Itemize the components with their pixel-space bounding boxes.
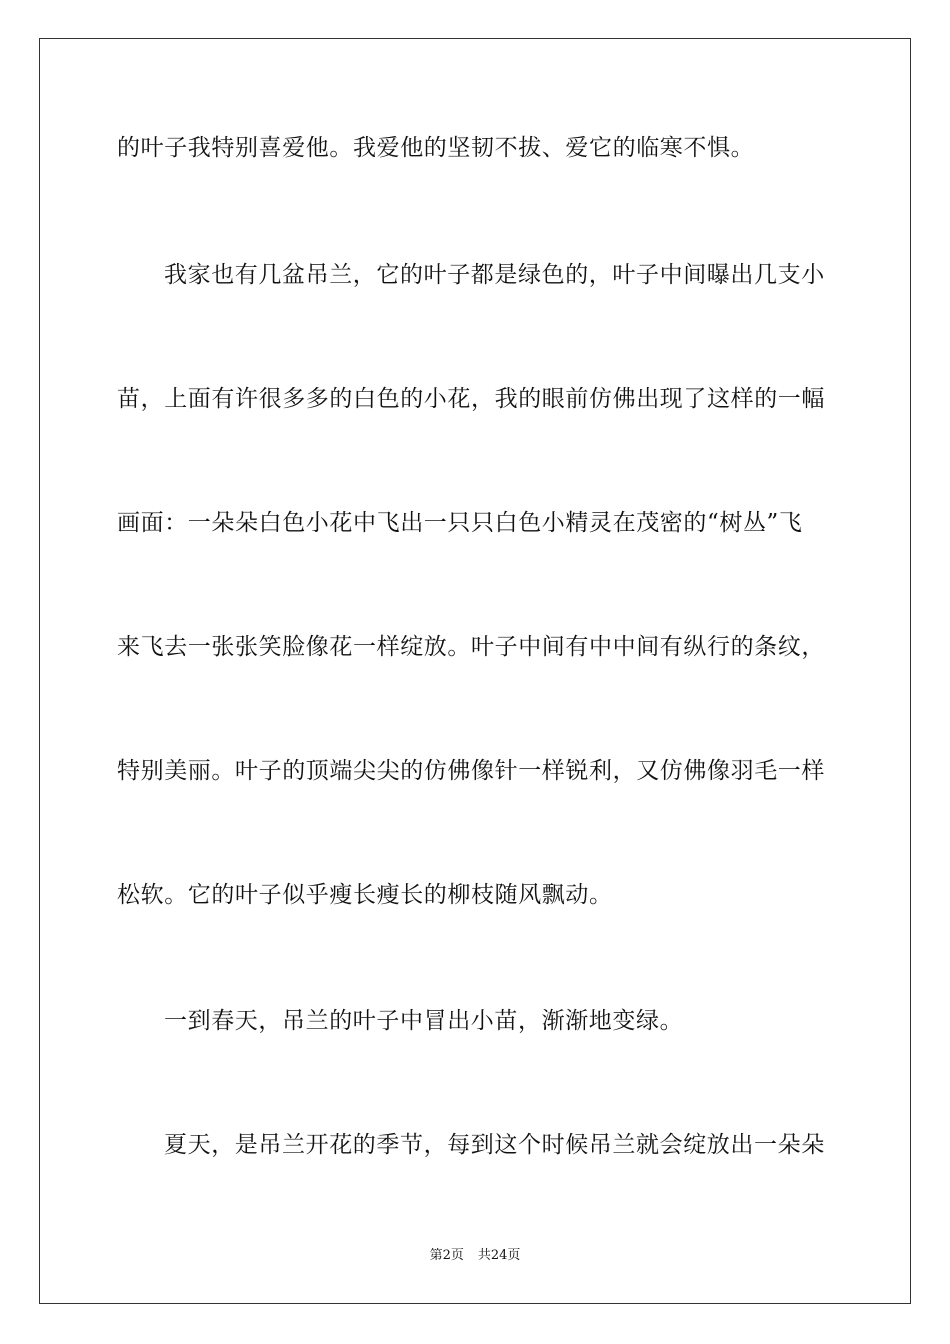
paragraph-line: 特别美丽。叶子的顶端尖尖的仿佛像针一样锐利，又仿佛像羽毛一样: [117, 758, 825, 784]
paragraph-line: 画面：一朵朵白色小花中飞出一只只白色小精灵在茂密的“树丛”飞: [117, 510, 803, 536]
page-total: 共24页: [477, 1248, 521, 1263]
paragraph-line: 来飞去一张张笑脸像花一样绽放。叶子中间有中中间有纵行的条纹，: [117, 634, 825, 660]
paragraph-line: 松软。它的叶子似乎瘦长瘦长的柳枝随风飘动。: [117, 882, 613, 908]
page-footer: [0, 1247, 950, 1265]
paragraph-line: 一到春天，吊兰的叶子中冒出小苗，渐渐地变绿。: [164, 1008, 684, 1034]
page-border: [39, 38, 911, 1304]
paragraph-line: 夏天，是吊兰开花的季节，每到这个时候吊兰就会绽放出一朵朵: [164, 1132, 825, 1158]
page-number: 第2页: [429, 1248, 464, 1263]
paragraph-line: 苗，上面有许很多多的白色的小花，我的眼前仿佛出现了这样的一幅: [117, 386, 825, 412]
paragraph-line: 我家也有几盆吊兰，它的叶子都是绿色的，叶子中间曝出几支小: [164, 262, 825, 288]
paragraph-line: 的叶子我特别喜爱他。我爱他的坚韧不拔、爱它的临寒不惧。: [117, 135, 755, 161]
